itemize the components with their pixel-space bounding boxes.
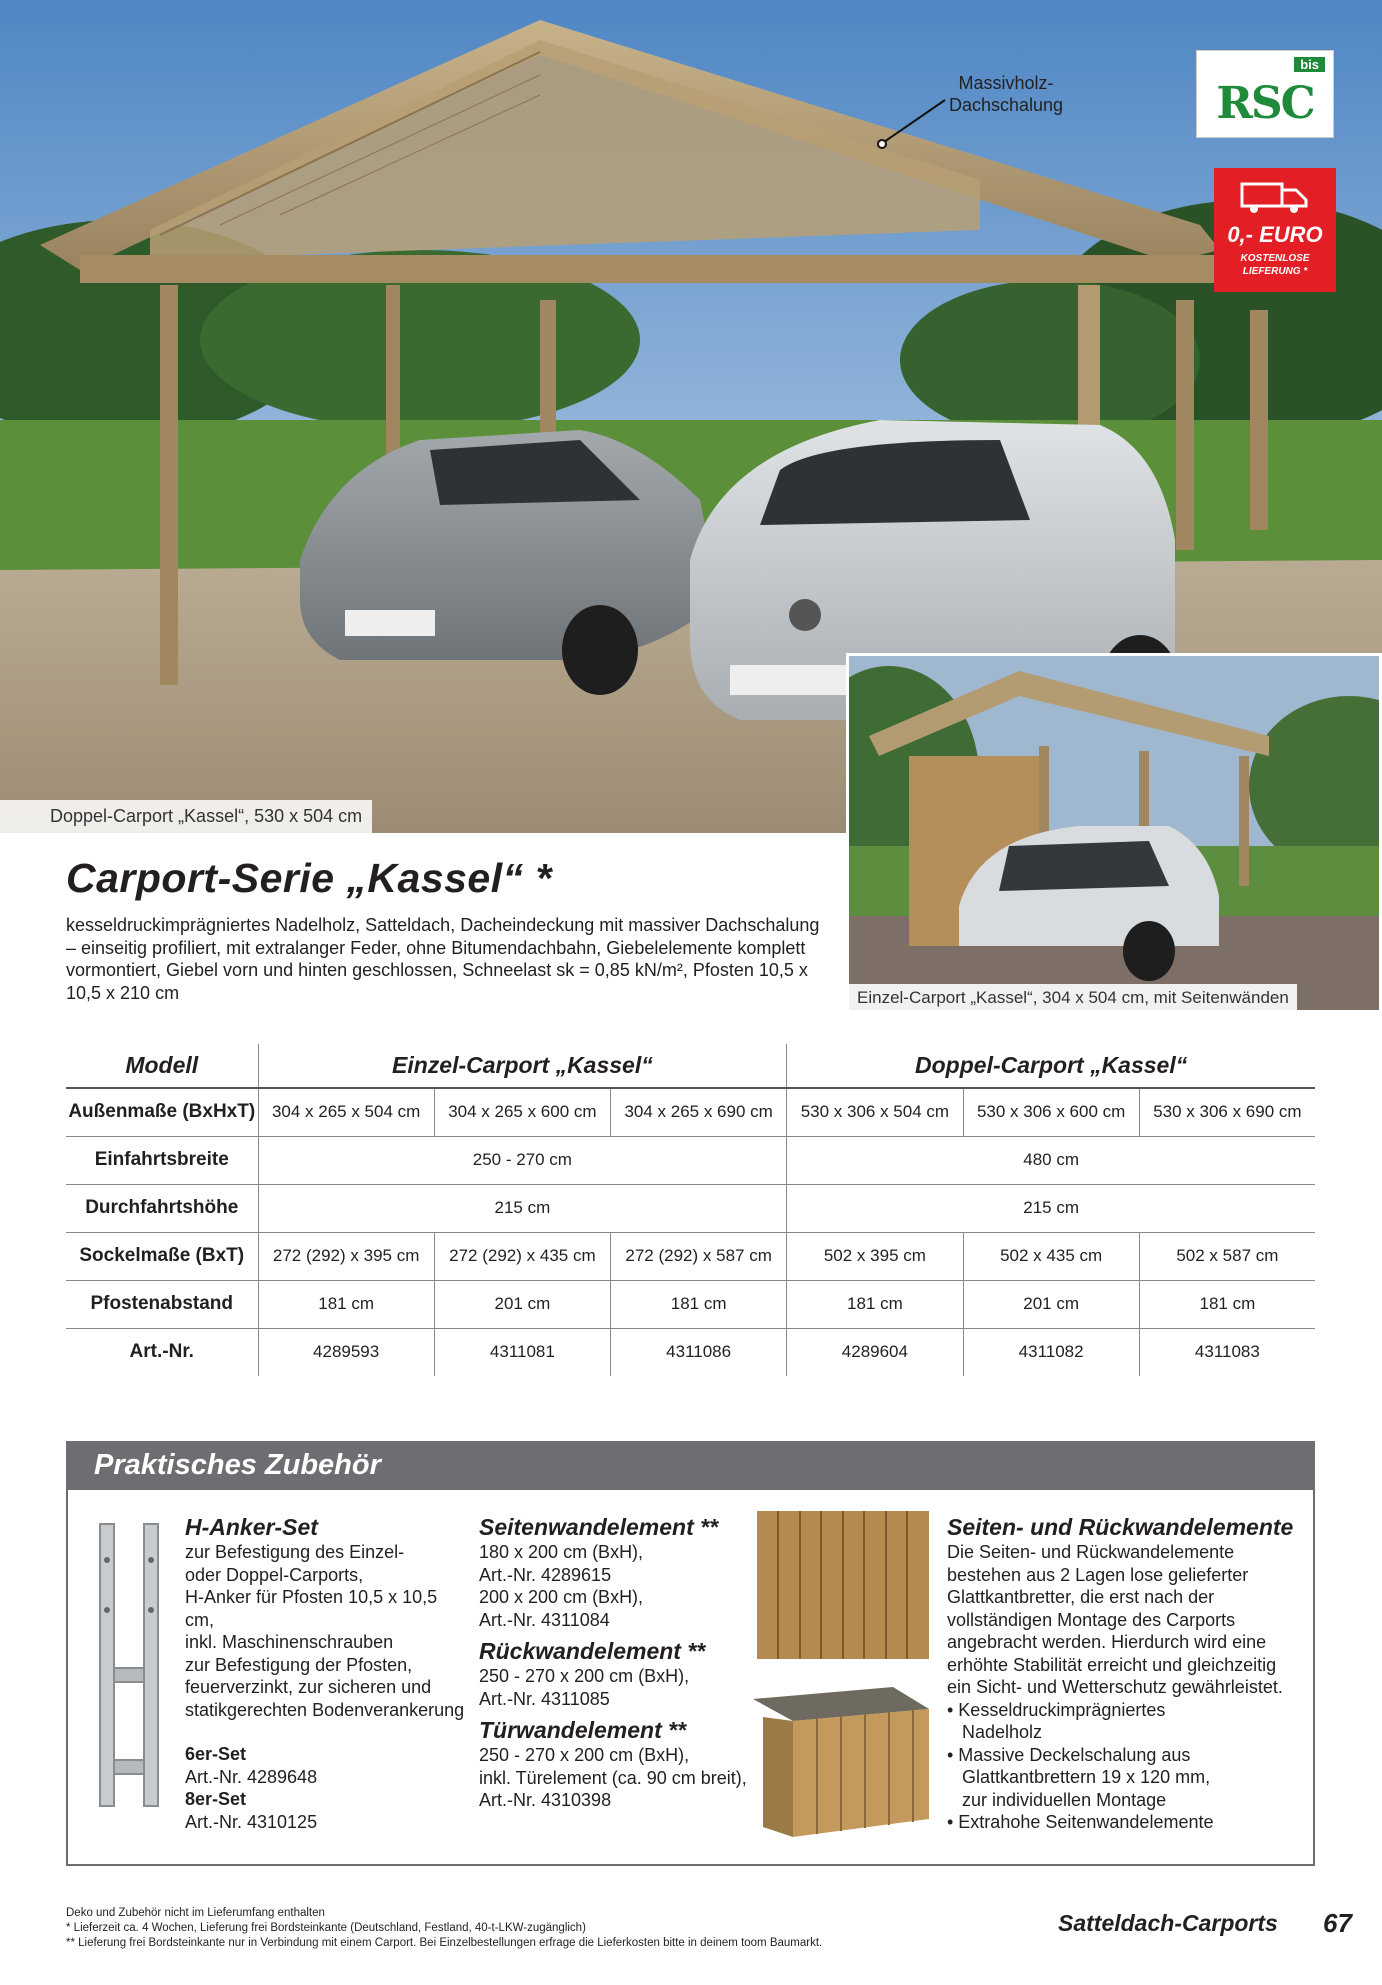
table-cell: 201 cm (963, 1280, 1139, 1328)
walls-bullet: • Kesseldruckimprägniertes (947, 1699, 1166, 1720)
h-anker-line: zur Befestigung der Pfosten, (185, 1654, 413, 1675)
table-cell: 502 x 435 cm (963, 1232, 1139, 1280)
table-cell: 272 (292) x 587 cm (611, 1232, 787, 1280)
walls-info-section (947, 1513, 1307, 1834)
walls-bullet: • Extrahohe Seitenwandelemente (947, 1812, 1214, 1832)
footer-note: ** Lieferung frei Bordsteinkante nur in Verbindung mit einem Carport. Bei Einzelbestellungen erfrage die Lieferkosten bitte in deinem toom Baumarkt. (66, 1937, 823, 1949)
side-wall-line: 200 x 200 cm (BxH), (479, 1587, 644, 1607)
table-cell: 4289593 (258, 1328, 434, 1376)
inset-caption: Einzel-Carport „Kassel“, 304 x 504 cm, mit Seitenwänden (849, 984, 1297, 1014)
delivery-line1: KOSTENLOSE (1240, 253, 1310, 264)
table-cell: 4289604 (787, 1328, 963, 1376)
table-cell: 181 cm (1139, 1280, 1315, 1328)
table-row (66, 1136, 1315, 1184)
table-row (66, 1328, 1315, 1376)
truck-icon (1240, 180, 1310, 214)
logo-mark: RSC (1216, 78, 1314, 129)
table-cell: 4311082 (963, 1328, 1139, 1376)
walls-title: Seiten- und Rückwandelemente (947, 1514, 1294, 1540)
header-model: Modell (66, 1044, 258, 1088)
table-row (66, 1088, 1315, 1136)
accessories-heading: Praktisches Zubehör (66, 1441, 1315, 1490)
table-cell: 4311086 (611, 1328, 787, 1376)
side-wall-title: Seitenwandelement ** (479, 1514, 719, 1540)
table-row (66, 1232, 1315, 1280)
walls-line: ein Sicht- und Wetterschutz gewährleistet. (947, 1677, 1283, 1697)
set8-label: 8er-Set (185, 1789, 247, 1809)
footer-note: Deko und Zubehör nicht im Lieferumfang enthalten (66, 1907, 325, 1919)
row-label: Durchfahrtshöhe (66, 1184, 258, 1232)
section-name: Satteldach-Carports (1058, 1910, 1278, 1936)
page-title: Carport-Serie „Kassel“ * (66, 855, 552, 901)
delivery-price: 0,- EURO (1227, 222, 1323, 247)
table-cell: 530 x 306 x 504 cm (787, 1088, 963, 1136)
row-label: Einfahrtsbreite (66, 1136, 258, 1184)
door-wall-title: Türwandelement ** (479, 1717, 687, 1743)
roof-annotation (946, 72, 1066, 116)
side-wall-line: Art.-Nr. 4289615 (479, 1564, 612, 1585)
header-single: Einzel-Carport „Kassel“ (258, 1044, 787, 1088)
table-cell: 4311081 (434, 1328, 610, 1376)
table-cell: 530 x 306 x 600 cm (963, 1088, 1139, 1136)
set6-art: Art.-Nr. 4289648 (185, 1766, 318, 1787)
footer-notes (66, 1906, 822, 1951)
table-cell: 181 cm (611, 1280, 787, 1328)
hero-caption: Doppel-Carport „Kassel“, 530 x 504 cm (0, 800, 372, 833)
h-anker-line: feuerverzinkt, zur sicheren und (185, 1677, 432, 1697)
table-cell: 304 x 265 x 504 cm (258, 1088, 434, 1136)
footer-note: * Lieferzeit ca. 4 Wochen, Lieferung frei Bordsteinkante (Deutschland, Festland, 40-t-LKW-zugänglich) (66, 1922, 586, 1934)
table-cell: 4311083 (1139, 1328, 1315, 1376)
walls-line: angebracht werden. Hierdurch wird eine (947, 1632, 1267, 1652)
walls-line: bestehen aus 2 Lagen lose gelieferter (947, 1564, 1249, 1585)
spec-table (66, 1044, 1315, 1376)
table-cell: 530 x 306 x 690 cm (1139, 1088, 1315, 1136)
back-wall-line: 250 - 270 x 200 cm (BxH), (479, 1666, 690, 1686)
set6-label: 6er-Set (185, 1744, 247, 1764)
walls-bullet: Glattkantbrettern 19 x 120 mm, (947, 1767, 1211, 1787)
row-label: Sockelmaße (BxT) (66, 1232, 258, 1280)
free-delivery-badge (1214, 168, 1336, 292)
walls-bullet: • Massive Deckelschalung aus (947, 1744, 1191, 1765)
table-header-row (66, 1044, 1315, 1088)
row-label: Art.-Nr. (129, 1341, 194, 1363)
table-cell: 502 x 395 cm (787, 1232, 963, 1280)
table-cell: 250 - 270 cm (258, 1136, 787, 1184)
h-anker-line: inkl. Maschinenschrauben (185, 1632, 394, 1652)
delivery-line2: LIEFERUNG * (1242, 266, 1308, 277)
table-cell: 181 cm (258, 1280, 434, 1328)
table-cell: 215 cm (787, 1184, 1315, 1232)
h-anker-line: statikgerechten Bodenverankerung (185, 1699, 465, 1720)
h-anker-line: oder Doppel-Carports, (185, 1564, 364, 1585)
walls-line: Glattkantbretter, die erst nach der (947, 1587, 1215, 1607)
set8-art: Art.-Nr. 4310125 (185, 1811, 318, 1832)
header-double: Doppel-Carport „Kassel“ (787, 1044, 1315, 1088)
h-anker-line: zur Befestigung des Einzel- (185, 1542, 405, 1562)
row-label: Außenmaße (BxHxT) (66, 1088, 258, 1136)
wall-elements-section (479, 1513, 759, 1812)
table-cell: 181 cm (787, 1280, 963, 1328)
logo-bis: bis (1294, 57, 1325, 72)
row-label: Pfostenabstand (66, 1280, 258, 1328)
side-wall-line: Art.-Nr. 4311084 (479, 1609, 610, 1630)
side-wall-line: 180 x 200 cm (BxH), (479, 1542, 644, 1562)
table-cell: 304 x 265 x 690 cm (611, 1088, 787, 1136)
product-description: kesseldruckimprägniertes Nadelholz, Satteldach, Dacheindeckung mit massiver Dachschalung – einseitig profiliert, mit extralanger Feder, ohne Bitumendachbahn, Giebelelemente komplett vormontiert, Giebel vorn und hinten geschlossen, Schneelast sk = 0,85 kN/m², Pfosten 10,5 x 10,5 x 210 cm (66, 915, 820, 1003)
table-row (66, 1184, 1315, 1232)
table-row (66, 1280, 1315, 1328)
inset-photo (846, 653, 1382, 1013)
h-anker-line: H-Anker für Pfosten 10,5 x 10,5 cm, (185, 1587, 438, 1630)
door-wall-line: Art.-Nr. 4310398 (479, 1790, 612, 1810)
walls-bullet: zur individuellen Montage (947, 1789, 1167, 1810)
table-cell: 272 (292) x 435 cm (434, 1232, 610, 1280)
table-cell: 502 x 587 cm (1139, 1232, 1315, 1280)
table-cell: 272 (292) x 395 cm (258, 1232, 434, 1280)
table-cell: 201 cm (434, 1280, 610, 1328)
wood-panel-image (757, 1511, 929, 1659)
door-wall-line: inkl. Türelement (ca. 90 cm breit), (479, 1767, 747, 1788)
h-anker-title: H-Anker-Set (185, 1514, 318, 1540)
back-wall-title: Rückwandelement ** (479, 1638, 706, 1664)
page-number: 67 (1323, 1908, 1352, 1938)
table-cell: 304 x 265 x 600 cm (434, 1088, 610, 1136)
walls-bullet: Nadelholz (947, 1722, 1043, 1742)
h-anchor-image (94, 1520, 164, 1810)
door-wall-line: 250 - 270 x 200 cm (BxH), (479, 1745, 690, 1765)
walls-line: erhöhte Stabilität erreicht und gleichzeitig (947, 1654, 1277, 1675)
walls-line: vollständigen Montage des Carports (947, 1609, 1236, 1630)
table-cell: 215 cm (258, 1184, 787, 1232)
back-wall-line: Art.-Nr. 4311085 (479, 1688, 610, 1709)
wall-element-image (753, 1687, 933, 1847)
h-anker-section (185, 1513, 470, 1833)
rsc-logo (1196, 50, 1334, 138)
delivery-text (1214, 252, 1336, 278)
annotation-text: Massivholz- Dachschalung (948, 73, 1064, 115)
walls-line: Die Seiten- und Rückwandelemente (947, 1542, 1235, 1562)
table-cell: 480 cm (787, 1136, 1315, 1184)
